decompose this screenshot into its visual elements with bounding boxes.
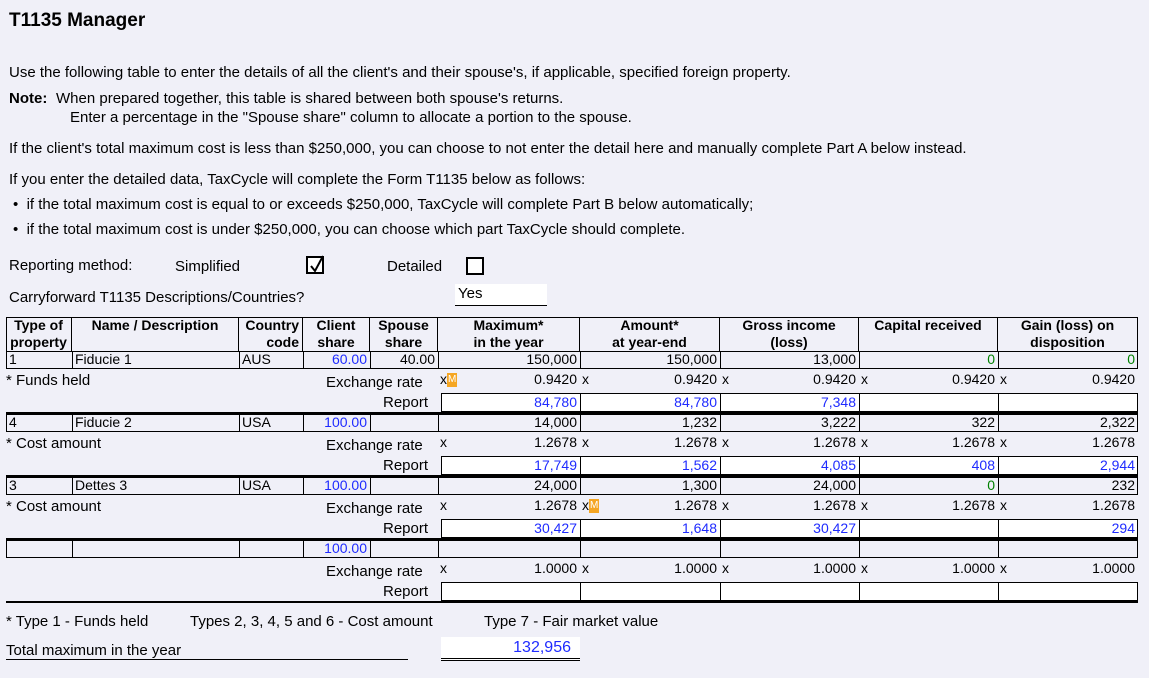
total-maximum-value: 132,956 — [441, 637, 580, 661]
amount-cell[interactable]: 150,000 — [666, 351, 717, 367]
exchange-rate-value[interactable]: 1.2678 — [1092, 434, 1135, 450]
check-mark-icon — [309, 255, 325, 275]
exchange-rate-label: Exchange rate — [326, 563, 423, 580]
multiply-mark: x — [861, 434, 868, 450]
exchange-rate-value[interactable]: 1.2678 — [534, 434, 577, 450]
multiply-mark: x — [440, 497, 447, 513]
multiply-mark: x — [722, 560, 729, 576]
exchange-rate-value[interactable]: 0.9420 — [674, 371, 717, 387]
exchange-rate-value[interactable]: 1.2678 — [534, 497, 577, 513]
manual-override-icon: M — [448, 374, 457, 386]
amount-cell[interactable]: 2,322 — [1099, 414, 1135, 430]
exchange-rate-value[interactable]: 0.9420 — [1092, 371, 1135, 387]
exchange-rate-value[interactable]: 1.0000 — [952, 560, 995, 576]
type-of-property-input[interactable]: 1 — [9, 351, 17, 367]
row-line — [6, 557, 1138, 558]
amount-cell[interactable] — [998, 540, 1138, 557]
multiply-mark: x — [440, 434, 447, 450]
footnote-type1: * Type 1 - Funds held — [6, 613, 149, 630]
header-name: Name / Description — [72, 317, 239, 351]
multiply-mark: x — [1000, 371, 1007, 387]
report-value — [720, 583, 859, 600]
spouse-share-input[interactable]: 40.00 — [399, 351, 435, 367]
spouse-share-input[interactable] — [370, 477, 438, 494]
amount-cell[interactable]: 13,000 — [813, 351, 856, 367]
row-line — [6, 368, 1138, 369]
country-code-input[interactable] — [239, 540, 303, 557]
bullet-2: • if the total maximum cost is under $250,000, you can choose which part TaxCycle should complete. — [13, 221, 685, 238]
detailed-label: Detailed — [387, 258, 443, 275]
report-value: 2,944 — [1099, 457, 1135, 473]
amount-cell[interactable]: 0 — [987, 351, 995, 367]
multiply-mark: x — [1000, 497, 1007, 513]
country-code-input[interactable]: USA — [242, 477, 271, 493]
name-description-input[interactable] — [72, 540, 239, 557]
row-line — [6, 431, 1138, 432]
simplified-checkbox[interactable] — [306, 256, 324, 274]
header-country: Country code — [239, 317, 303, 351]
report-value — [580, 583, 720, 600]
header-gain-loss: Gain (loss) on disposition — [998, 317, 1138, 351]
footnote-type7: Type 7 - Fair market value — [484, 613, 659, 630]
exchange-rate-value[interactable]: 1.0000 — [534, 560, 577, 576]
multiply-mark: xM — [440, 371, 457, 387]
multiply-mark: x — [722, 497, 729, 513]
header-maximum: Maximum* in the year — [438, 317, 580, 351]
header-client-share: Client share — [303, 317, 370, 351]
report-value: 84,780 — [534, 394, 577, 410]
amount-cell[interactable]: 150,000 — [526, 351, 577, 367]
exchange-rate-value[interactable]: 1.0000 — [813, 560, 856, 576]
reporting-method-label: Reporting method: — [9, 257, 133, 274]
exchange-rate-value[interactable]: 0.9420 — [952, 371, 995, 387]
multiply-mark: x — [861, 371, 868, 387]
report-label: Report — [383, 583, 429, 600]
header-gross-income: Gross income (loss) — [720, 317, 859, 351]
report-value — [859, 394, 998, 411]
amount-cell[interactable]: 1,300 — [681, 477, 717, 493]
manual-override-icon: M — [590, 500, 599, 512]
bullet-1: • if the total maximum cost is equal to or exceeds $250,000, TaxCycle will complete Part B below automatically; — [13, 196, 754, 213]
amount-cell[interactable]: 0 — [1127, 351, 1135, 367]
client-share-input[interactable]: 60.00 — [331, 351, 367, 367]
report-label: Report — [383, 520, 429, 537]
country-code-input[interactable]: AUS — [242, 351, 271, 367]
amount-cell[interactable]: 3,222 — [820, 414, 856, 430]
name-description-input[interactable]: Dettes 3 — [75, 477, 128, 493]
report-value: 30,427 — [813, 520, 856, 536]
multiply-mark: x — [722, 371, 729, 387]
amount-cell[interactable]: 24,000 — [813, 477, 856, 493]
type-of-property-input[interactable] — [6, 540, 72, 557]
amount-cell[interactable] — [580, 540, 720, 557]
amount-cell[interactable]: 232 — [1111, 477, 1135, 493]
exchange-rate-value[interactable]: 1.2678 — [1092, 497, 1135, 513]
note-text-2: Enter a percentage in the "Spouse share" column to allocate a portion to the spouse. — [70, 109, 632, 126]
amount-cell[interactable]: 1,232 — [681, 414, 717, 430]
multiply-mark: x — [722, 434, 729, 450]
multiply-mark: x — [582, 560, 589, 576]
type-of-property-input[interactable]: 3 — [9, 477, 17, 493]
report-value: 294 — [1111, 520, 1135, 536]
amount-cell[interactable] — [438, 540, 580, 557]
intro-text: Use the following table to enter the details of all the client's and their spouse's, if applicable, specified foreign property. — [9, 64, 791, 81]
multiply-mark: x — [861, 560, 868, 576]
multiply-mark: xM — [582, 497, 599, 513]
property-kind-label: * Cost amount — [6, 498, 102, 515]
exchange-rate-value[interactable]: 1.2678 — [813, 497, 856, 513]
page-title: T1135 Manager — [9, 10, 146, 31]
footnote-types-2-6: Types 2, 3, 4, 5 and 6 - Cost amount — [190, 613, 433, 630]
detailed-checkbox[interactable] — [466, 257, 484, 275]
report-value: 4,085 — [820, 457, 856, 473]
report-value — [998, 583, 1138, 600]
client-share-input[interactable]: 100.00 — [324, 414, 367, 430]
report-value: 1,648 — [681, 520, 717, 536]
header-amount: Amount* at year-end — [580, 317, 720, 351]
header-capital-received: Capital received — [859, 317, 998, 351]
exchange-rate-value[interactable]: 0.9420 — [813, 371, 856, 387]
client-share-input[interactable]: 100.00 — [324, 540, 367, 556]
report-value: 84,780 — [674, 394, 717, 410]
amount-cell[interactable] — [720, 540, 859, 557]
carryforward-label: Carryforward T1135 Descriptions/Countries? — [9, 289, 305, 306]
multiply-mark: x — [582, 434, 589, 450]
threshold-text: If the client's total maximum cost is less than $250,000, you can choose to not enter the detail here and manually complete Part A below instead. — [9, 140, 967, 157]
exchange-rate-value[interactable]: 1.2678 — [813, 434, 856, 450]
report-value: 408 — [971, 457, 995, 473]
exchange-rate-value[interactable]: 1.2678 — [674, 434, 717, 450]
exchange-rate-label: Exchange rate — [326, 500, 423, 517]
report-value — [998, 394, 1138, 411]
amount-cell[interactable] — [859, 540, 998, 557]
exchange-rate-value[interactable]: 1.2678 — [674, 497, 717, 513]
type-of-property-input[interactable]: 4 — [9, 414, 17, 430]
amount-cell[interactable]: 0 — [987, 477, 995, 493]
exchange-rate-value[interactable]: 1.0000 — [674, 560, 717, 576]
name-description-input[interactable]: Fiducie 2 — [75, 414, 132, 430]
country-code-input[interactable]: USA — [242, 414, 271, 430]
total-label: Total maximum in the year — [6, 642, 408, 660]
amount-cell[interactable]: 322 — [971, 414, 995, 430]
exchange-rate-value[interactable]: 1.2678 — [952, 497, 995, 513]
report-value — [859, 583, 998, 600]
report-value: 17,749 — [534, 457, 577, 473]
carryforward-select[interactable]: Yes — [455, 284, 547, 306]
multiply-mark: x — [1000, 560, 1007, 576]
amount-cell[interactable]: 14,000 — [534, 414, 577, 430]
property-kind-label: * Cost amount — [6, 435, 102, 452]
exchange-rate-value[interactable]: 1.0000 — [1092, 560, 1135, 576]
exchange-rate-label: Exchange rate — [326, 437, 423, 454]
detail-text: If you enter the detailed data, TaxCycle will complete the Form T1135 below as follows: — [9, 171, 586, 188]
client-share-input[interactable]: 100.00 — [324, 477, 367, 493]
report-label: Report — [383, 394, 429, 411]
report-value: 30,427 — [534, 520, 577, 536]
multiply-mark: x — [582, 371, 589, 387]
spouse-share-input[interactable] — [370, 540, 438, 557]
report-value — [438, 583, 580, 600]
exchange-rate-value[interactable]: 0.9420 — [534, 371, 577, 387]
exchange-rate-label: Exchange rate — [326, 374, 423, 391]
multiply-mark: x — [1000, 434, 1007, 450]
amount-cell[interactable]: 24,000 — [534, 477, 577, 493]
row-bottom-border — [6, 601, 1138, 603]
header-type: Type of property — [6, 317, 72, 351]
exchange-rate-value[interactable]: 1.2678 — [952, 434, 995, 450]
report-value: 1,562 — [681, 457, 717, 473]
report-value — [859, 520, 998, 537]
multiply-mark: x — [861, 497, 868, 513]
report-label: Report — [383, 457, 429, 474]
spouse-share-input[interactable] — [370, 414, 438, 431]
row-line — [6, 494, 1138, 495]
report-value: 7,348 — [820, 394, 856, 410]
note-text-1: When prepared together, this table is shared between both spouse's returns. — [56, 90, 564, 107]
multiply-mark: x — [440, 560, 447, 576]
header-spouse-share: Spouse share — [370, 317, 438, 351]
simplified-label: Simplified — [175, 258, 241, 275]
note-label: Note: — [9, 90, 48, 107]
name-description-input[interactable]: Fiducie 1 — [75, 351, 132, 367]
property-kind-label: * Funds held — [6, 372, 91, 389]
